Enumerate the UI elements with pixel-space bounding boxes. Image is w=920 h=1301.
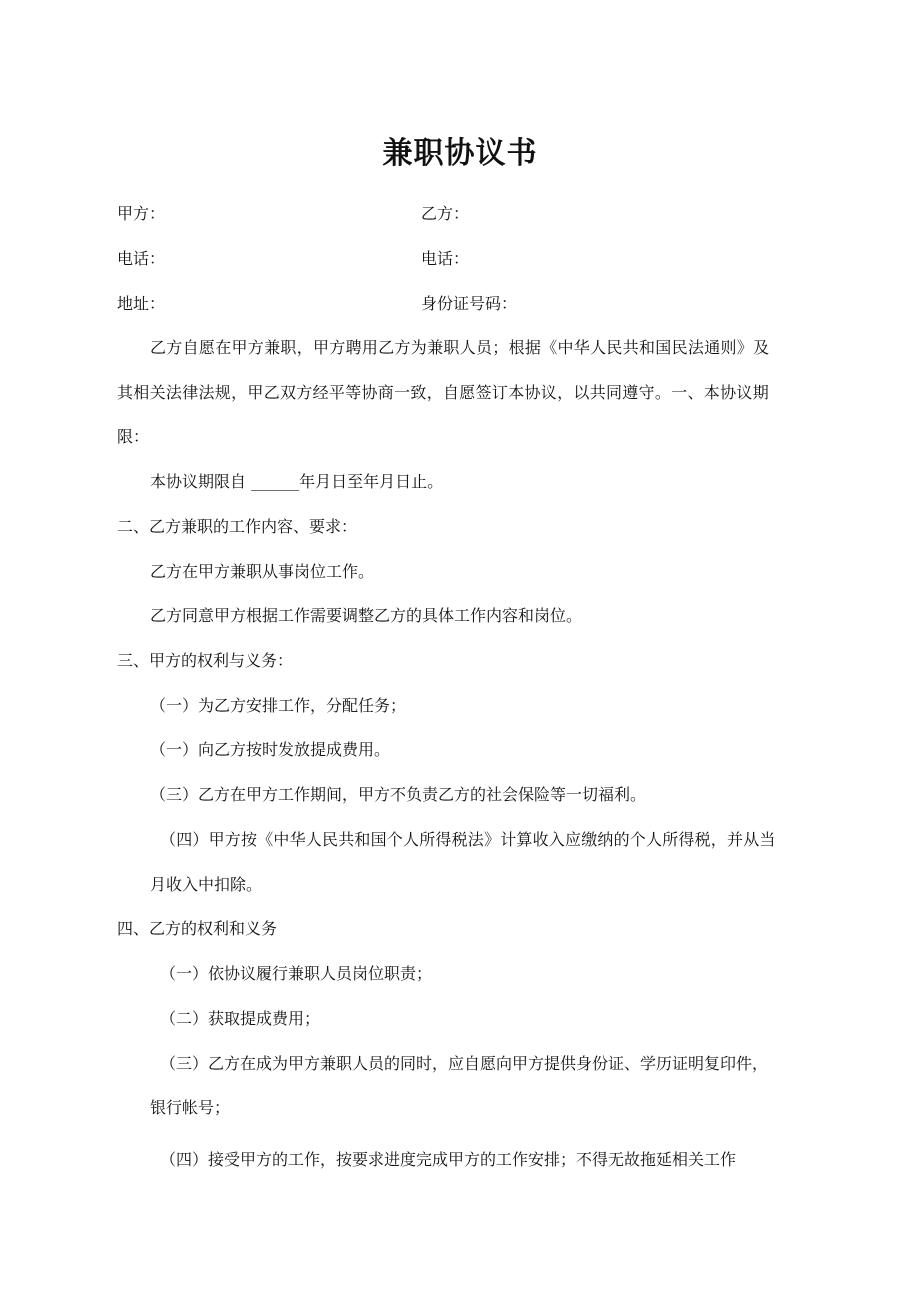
section-2-item-1: 乙方在甲方兼职从事岗位工作。: [150, 562, 375, 581]
section-3-item-4-line-1: （四）甲方按《中华人民共和国个人所得税法》计算收入应缴纳的个人所得税，并从当: [160, 830, 776, 849]
section-2-heading: 二、乙方兼职的工作内容、要求：: [117, 517, 358, 536]
party-b-label: 乙方：: [421, 204, 470, 223]
section-3-item-3: （三）乙方在甲方工作期间，甲方不负责乙方的社会保险等一切福利。: [150, 785, 647, 804]
section-3-item-4-line-2: 月收入中扣除。: [150, 875, 263, 894]
section-4-item-3-line-1: （三）乙方在成为甲方兼职人员的同时，应自愿向甲方提供身份证、学历证明复印件，: [160, 1054, 769, 1073]
term-line: 本协议期限自 ______年月日至年月日止。: [150, 472, 444, 491]
party-a-address-label: 地址：: [117, 294, 166, 313]
section-3-heading: 三、甲方的权利与义务：: [117, 651, 294, 670]
section-4-heading: 四、乙方的权利和义务: [117, 919, 278, 938]
section-2-item-2: 乙方同意甲方根据工作需要调整乙方的具体工作内容和岗位。: [150, 606, 583, 625]
intro-line-3: 限：: [117, 427, 150, 446]
document-title: 兼职协议书: [382, 136, 538, 171]
party-a-phone-label: 电话：: [117, 249, 166, 268]
party-b-id-label: 身份证号码：: [421, 294, 518, 313]
party-a-label: 甲方：: [117, 204, 166, 223]
intro-line-2: 其相关法律法规，甲乙双方经平等协商一致，自愿签订本协议，以共同遵守。一、本协议期: [117, 383, 770, 402]
section-3-item-2: （一）向乙方按时发放提成费用。: [150, 740, 391, 759]
section-4-item-3-line-2: 银行帐号；: [150, 1098, 231, 1117]
section-4-item-1: （一）依协议履行兼职人员岗位职责；: [160, 964, 433, 983]
section-3-item-1: （一）为乙方安排工作，分配任务；: [150, 696, 407, 715]
section-4-item-2: （二）获取提成费用；: [160, 1009, 321, 1028]
intro-line-1: 乙方自愿在甲方兼职，甲方聘用乙方为兼职人员；根据《中华人民共和国民法通则》及: [150, 338, 770, 357]
section-4-item-4: （四）接受甲方的工作，按要求进度完成甲方的工作安排；不得无故拖延相关工作: [160, 1150, 737, 1169]
party-b-phone-label: 电话：: [421, 249, 470, 268]
